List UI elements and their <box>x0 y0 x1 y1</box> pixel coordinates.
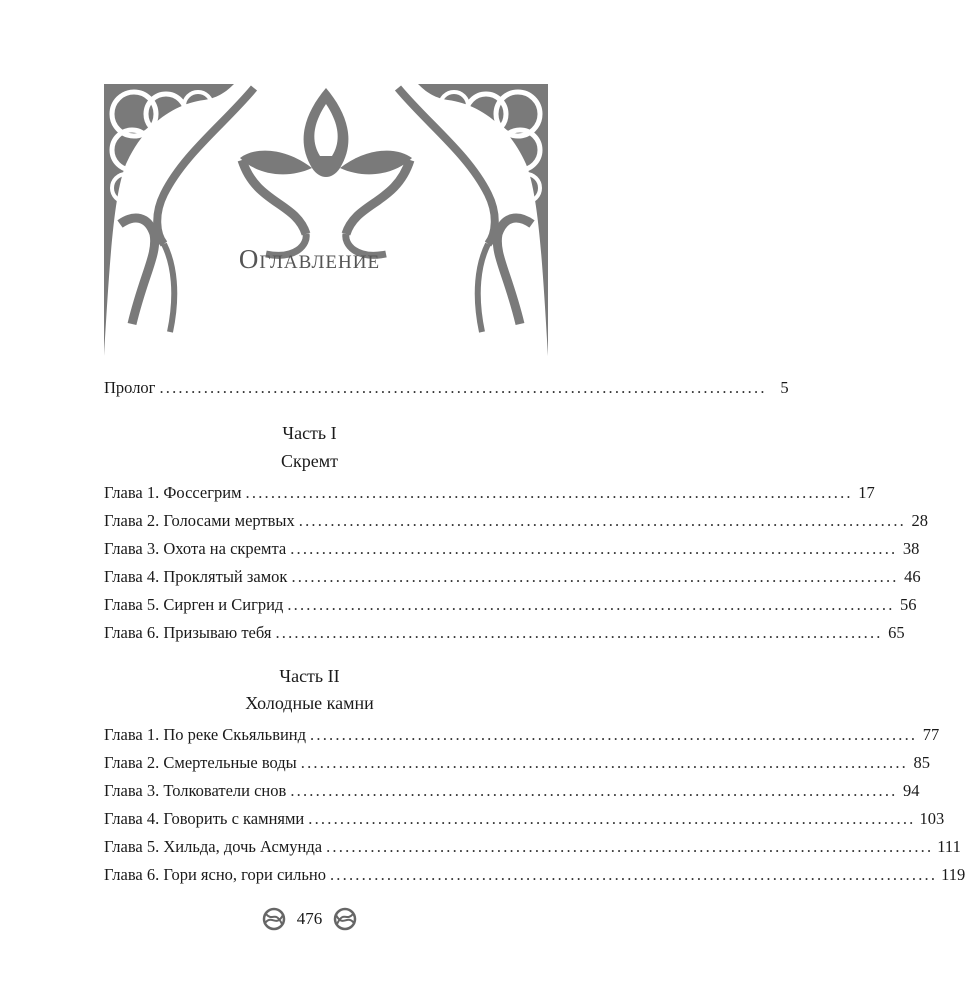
toc-entry-page: 94 <box>903 781 920 800</box>
toc-entry-page: 85 <box>913 753 930 772</box>
toc-entry-title: Глава 4. Говорить с камнями <box>104 809 305 828</box>
knot-ornament-icon <box>332 906 358 932</box>
toc-entry[interactable] <box>104 595 917 619</box>
part-1-title: Скремт <box>281 451 338 471</box>
toc-entry[interactable] <box>104 725 940 749</box>
toc-entry-title: Глава 3. Толкователи снов <box>104 781 287 800</box>
dot-leader: ................................................................................................ <box>275 623 883 642</box>
toc-entry-title: Глава 6. Призываю тебя <box>104 623 272 642</box>
toc-entry-page: 28 <box>911 511 928 530</box>
toc-entry-page: 38 <box>902 539 920 558</box>
toc-entry-page: 103 <box>919 809 945 828</box>
toc-entry[interactable] <box>104 511 928 535</box>
page-title: Оглавление <box>238 244 381 274</box>
dot-leader: ................................................................................................ <box>159 378 767 397</box>
toc-entry-page: 111 <box>937 837 961 856</box>
toc-entry[interactable] <box>104 483 875 507</box>
toc-entry-prologue[interactable] <box>104 378 789 402</box>
toc-entry-page: 46 <box>904 567 921 586</box>
toc-entry-title: Глава 1. Фоссегрим <box>104 483 242 502</box>
knot-ornament-icon <box>261 906 287 932</box>
toc-entry[interactable] <box>104 753 930 777</box>
dot-leader: ................................................................................................ <box>291 567 899 586</box>
toc-entry-title: Глава 5. Хильда, дочь Асмунда <box>104 837 323 856</box>
part-2-title: Холодные камни <box>245 693 374 713</box>
toc-entry-title: Глава 2. Смертельные воды <box>104 753 297 772</box>
dot-leader: ................................................................................................ <box>310 725 918 744</box>
dot-leader: ................................................................................................ <box>329 865 938 884</box>
toc-entry[interactable] <box>104 567 921 591</box>
toc-entry[interactable] <box>104 809 945 833</box>
center-triquetra <box>240 88 412 255</box>
page-number-footer <box>0 906 619 932</box>
toc-entry-title: Пролог <box>104 378 156 397</box>
left-corner-knot <box>104 84 254 356</box>
toc-entry[interactable] <box>104 623 905 647</box>
toc-entry-page: 65 <box>888 623 905 642</box>
toc-entry-page: 119 <box>941 865 965 884</box>
toc-entry-title: Глава 4. Проклятый замок <box>104 567 288 586</box>
celtic-knot-ornament <box>104 84 548 356</box>
right-corner-knot <box>398 84 548 356</box>
toc-entry-title: Глава 1. По реке Скьяльвинд <box>104 725 307 744</box>
toc-entry-page: 17 <box>858 483 875 502</box>
part-1-label: Часть I <box>282 423 337 443</box>
page-number: 476 <box>296 909 323 928</box>
toc-entry[interactable] <box>104 781 920 805</box>
dot-leader: ................................................................................................ <box>290 781 898 800</box>
toc-entry-title: Глава 2. Голосами мертвых <box>104 511 295 530</box>
toc-entry[interactable] <box>104 539 920 563</box>
dot-leader: ................................................................................................ <box>308 809 916 828</box>
dot-leader: ................................................................................................ <box>300 753 908 772</box>
toc-entry-page: 5 <box>780 378 789 397</box>
toc-entry-page: 77 <box>922 725 940 744</box>
toc-entry-title: Глава 6. Гори ясно, гори сильно <box>104 865 326 884</box>
dot-leader: ................................................................................................ <box>326 837 934 856</box>
dot-leader: ................................................................................................ <box>298 511 906 530</box>
dot-leader: ................................................................................................ <box>245 483 853 502</box>
toc-entry[interactable] <box>104 865 965 889</box>
dot-leader: ................................................................................................ <box>287 595 895 614</box>
toc-entry-title: Глава 3. Охота на скремта <box>104 539 287 558</box>
part-2-label: Часть II <box>279 666 340 686</box>
toc-entry-page: 56 <box>900 595 917 614</box>
toc-entry[interactable] <box>104 837 961 861</box>
dot-leader: ................................................................................................ <box>290 539 898 558</box>
toc-entry-title: Глава 5. Сирген и Сигрид <box>104 595 284 614</box>
